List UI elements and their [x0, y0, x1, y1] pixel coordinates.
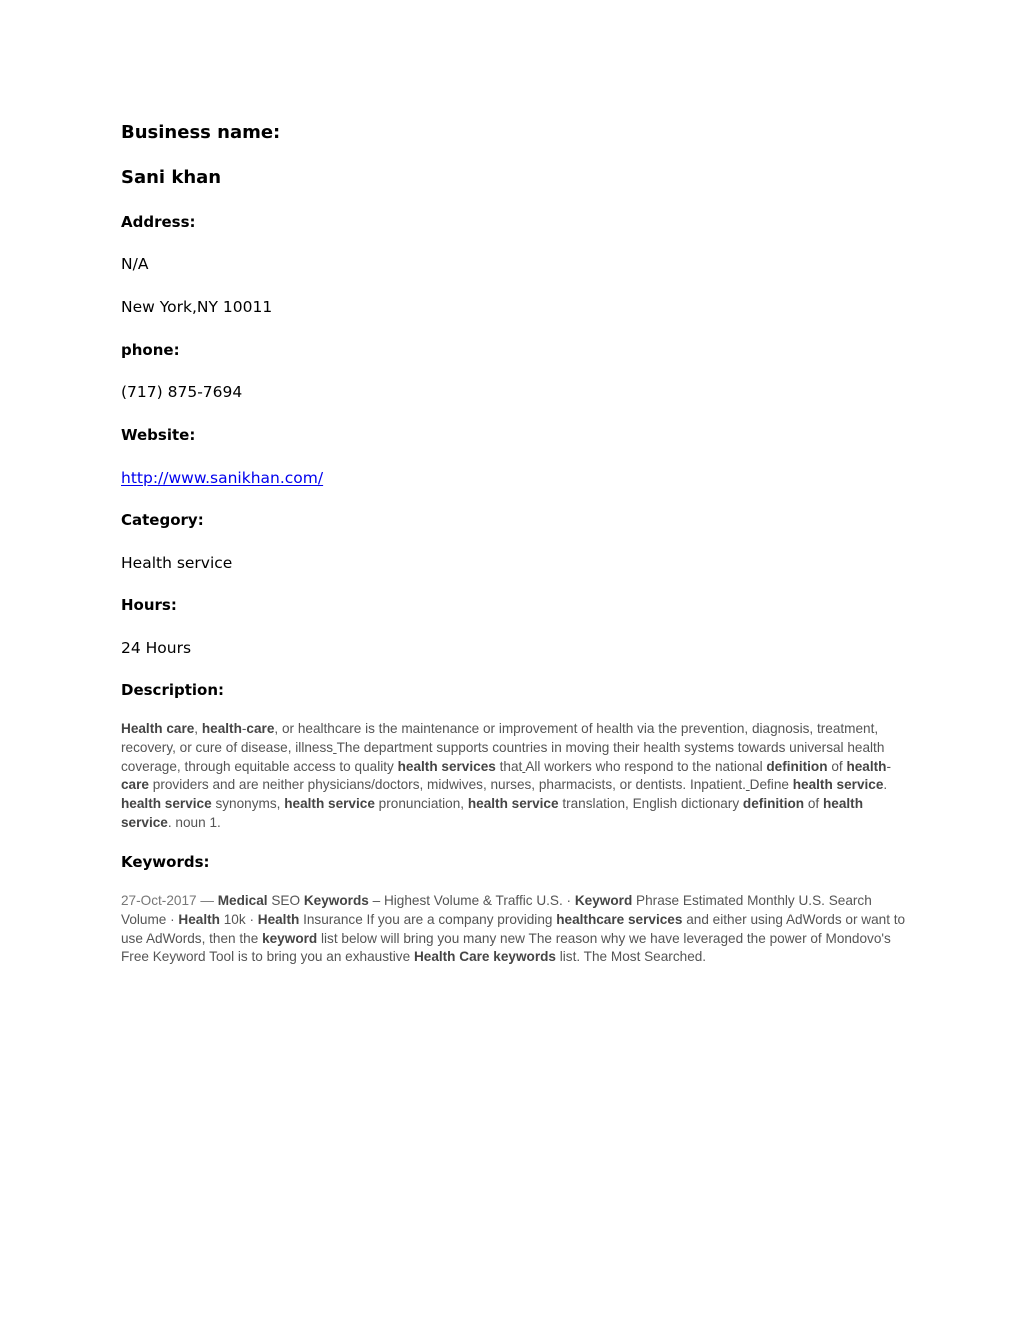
text-run: pronunciation, — [374, 796, 468, 812]
text-run: . noun 1. — [167, 814, 221, 830]
keywords-text — [121, 892, 911, 967]
keywords-label: Keywords: — [121, 853, 210, 871]
text-run: of — [827, 758, 847, 774]
text-run: - — [241, 721, 247, 736]
phone-value: (717) 875-7694 — [121, 383, 243, 401]
text-run: of — [804, 796, 823, 812]
text-run: SEO — [267, 893, 304, 908]
bold-term: health service — [284, 796, 375, 812]
bold-term: care — [246, 721, 275, 736]
bold-term: health services — [397, 758, 496, 774]
bold-term: Medical — [217, 893, 268, 908]
text-run: that — [495, 758, 523, 774]
text-run: Insurance If you are a company providing — [299, 911, 557, 927]
bold-term: Health — [178, 911, 220, 927]
text-run: providers and are neither physicians/doctors, midwives, nurses, pharmacists, or dentists. Inpatient. — [148, 777, 746, 793]
bold-term: care — [121, 777, 149, 793]
bold-term: health — [846, 758, 887, 774]
text-run: , — [194, 721, 202, 736]
text-run: list below will bring you many new The reason why we have leveraged the power of Mondovo's Free Keyword Tool is to bring you an exhaustive — [121, 930, 895, 965]
text-run: translation, English dictionary — [558, 796, 743, 812]
text-run: and either using AdWords or want to use AdWords, then the — [121, 911, 909, 946]
bold-term: health — [201, 721, 242, 736]
text-run: list. The Most Searched. — [555, 949, 707, 965]
date-text: 27-Oct-2017 — — [121, 893, 218, 908]
text-run: All workers who respond to the national — [525, 758, 767, 774]
business-name-value: Sani khan — [121, 167, 222, 188]
text-run: - — [886, 758, 891, 774]
bold-term: Health care — [121, 721, 195, 736]
bold-term: definition — [766, 758, 828, 774]
category-label: Category: — [121, 511, 204, 529]
text-run: synonyms, — [211, 796, 285, 812]
bold-term: health service — [467, 796, 559, 812]
category-value: Health service — [121, 554, 233, 572]
description-label: Description: — [121, 681, 225, 699]
bold-term: healthcare services — [556, 911, 683, 927]
text-run: – Highest Volume & Traffic U.S. · — [368, 893, 575, 908]
text-run: , or healthcare is the maintenance or improvement of health via the prevention, diagnosis, treatment, recovery, or cure of disease, illness — [121, 721, 882, 755]
hours-value: 24 Hours — [121, 639, 192, 657]
bold-term: Keywords — [303, 893, 369, 908]
bold-term: definition — [742, 796, 805, 812]
bold-term: keyword — [262, 930, 318, 946]
bold-term: Health Care keywords — [413, 949, 556, 965]
bold-term: Keyword — [574, 893, 633, 908]
business-name-label: Business name: — [121, 122, 281, 143]
bold-term: health service — [121, 796, 212, 812]
bold-term: health service — [792, 777, 884, 793]
website-label: Website: — [121, 426, 196, 444]
phone-label: phone: — [121, 341, 180, 359]
website-link[interactable]: http://www.sanikhan.com/ — [121, 469, 324, 487]
address-label: Address: — [121, 213, 196, 231]
text-run: Phrase Estimated Monthly U.S. Search Volume · — [121, 893, 876, 927]
text-run: Define — [749, 777, 793, 793]
address-line-2: New York,NY 10011 — [121, 298, 273, 316]
text-run: 10k · — [219, 911, 258, 927]
bold-term: health service — [121, 796, 867, 830]
text-run: The department supports countries in moving their health systems towards universal health coverage, through equitable access to quality — [121, 739, 889, 774]
hours-label: Hours: — [121, 596, 177, 614]
bold-term: Health — [257, 911, 300, 927]
text-run: . — [883, 777, 891, 793]
description-text — [121, 720, 911, 833]
address-line-1: N/A — [121, 255, 149, 273]
